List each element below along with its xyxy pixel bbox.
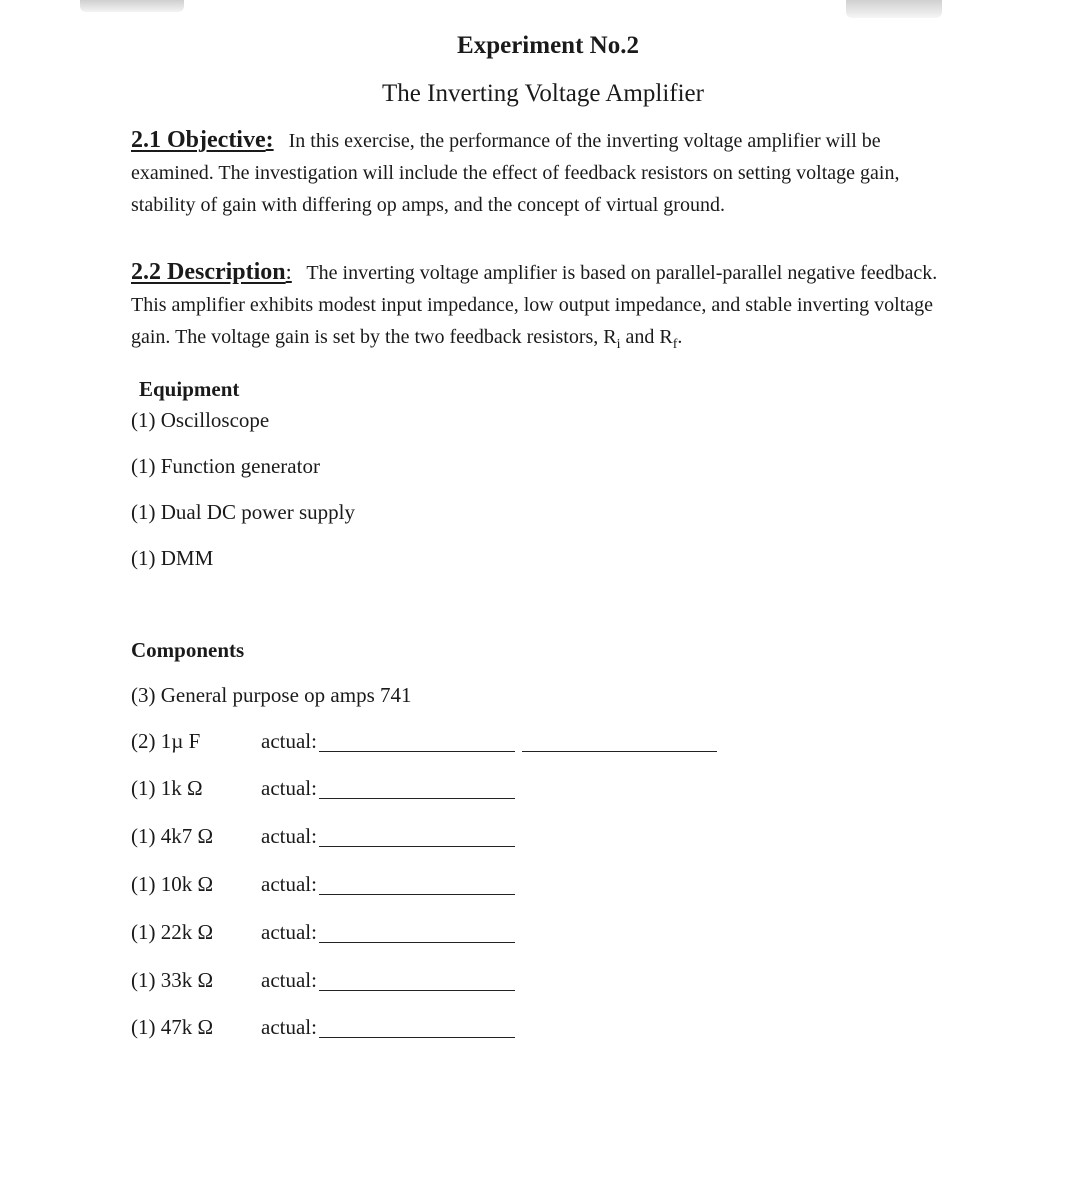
- actual-label: actual:: [261, 776, 317, 800]
- description-text: The inverting voltage amplifier is based on parallel-parallel negative feedback. This amplifier exhibits modest input impedance, low output impedance, and stable inverting voltage gain. The voltage gain is set by the two feedback resistors, R: [131, 262, 938, 348]
- actual-blank-line[interactable]: [319, 990, 515, 991]
- component-qty: (2) 1µ F: [131, 729, 201, 753]
- actual-blank-line[interactable]: [319, 846, 515, 847]
- actual-label: actual:: [261, 824, 317, 848]
- description-colon: :: [285, 259, 292, 284]
- actual-blank-line-extra[interactable]: [522, 751, 717, 752]
- subscript-i: i: [616, 337, 621, 352]
- equipment-heading: Equipment: [139, 377, 240, 401]
- objective-text: In this exercise, the performance of the inverting voltage amplifier will be examined. The investigation will include the effect of feedback resistors on setting voltage gain, stability of gain with differing op amps, and the concept of virtual ground.: [131, 130, 900, 216]
- actual-blank-line[interactable]: [319, 798, 515, 799]
- components-heading: Components: [131, 638, 245, 662]
- description-section: [131, 256, 951, 361]
- component-qty: (1) 4k7 Ω: [131, 824, 214, 848]
- equipment-item: (1) DMM: [131, 546, 214, 570]
- equipment-item: (1) Oscilloscope: [131, 408, 270, 432]
- component-qty: (1) 33k Ω: [131, 968, 214, 992]
- objective-heading: 2.1 Objective: [131, 127, 266, 153]
- description-and: and R: [620, 326, 673, 348]
- actual-label: actual:: [261, 968, 317, 992]
- component-qty: (1) 22k Ω: [131, 920, 214, 944]
- actual-blank-line[interactable]: [319, 751, 515, 752]
- actual-blank-line[interactable]: [319, 1037, 515, 1038]
- component-item-op-amps: (3) General purpose op amps 741: [131, 683, 412, 707]
- actual-blank-line[interactable]: [319, 894, 515, 895]
- equipment-item: (1) Function generator: [131, 454, 320, 478]
- subscript-f: f: [672, 337, 678, 352]
- description-end: .: [677, 326, 683, 348]
- component-qty: (1) 10k Ω: [131, 872, 214, 896]
- equipment-item: (1) Dual DC power supply: [131, 500, 355, 524]
- objective-section: [131, 124, 951, 221]
- component-qty: (1) 1k Ω: [131, 776, 203, 800]
- page-edge-shadow-right: [846, 0, 942, 18]
- description-heading: 2.2 Description: [131, 259, 286, 285]
- component-qty: (1) 47k Ω: [131, 1015, 214, 1039]
- actual-blank-line[interactable]: [319, 942, 515, 943]
- actual-label: actual:: [261, 729, 317, 753]
- page-edge-shadow-left: [80, 0, 184, 12]
- actual-label: actual:: [261, 872, 317, 896]
- page-title: Experiment No.2: [457, 32, 639, 59]
- objective-colon: :: [265, 127, 274, 153]
- actual-label: actual:: [261, 1015, 317, 1039]
- page-subtitle: The Inverting Voltage Amplifier: [382, 80, 704, 107]
- actual-label: actual:: [261, 920, 317, 944]
